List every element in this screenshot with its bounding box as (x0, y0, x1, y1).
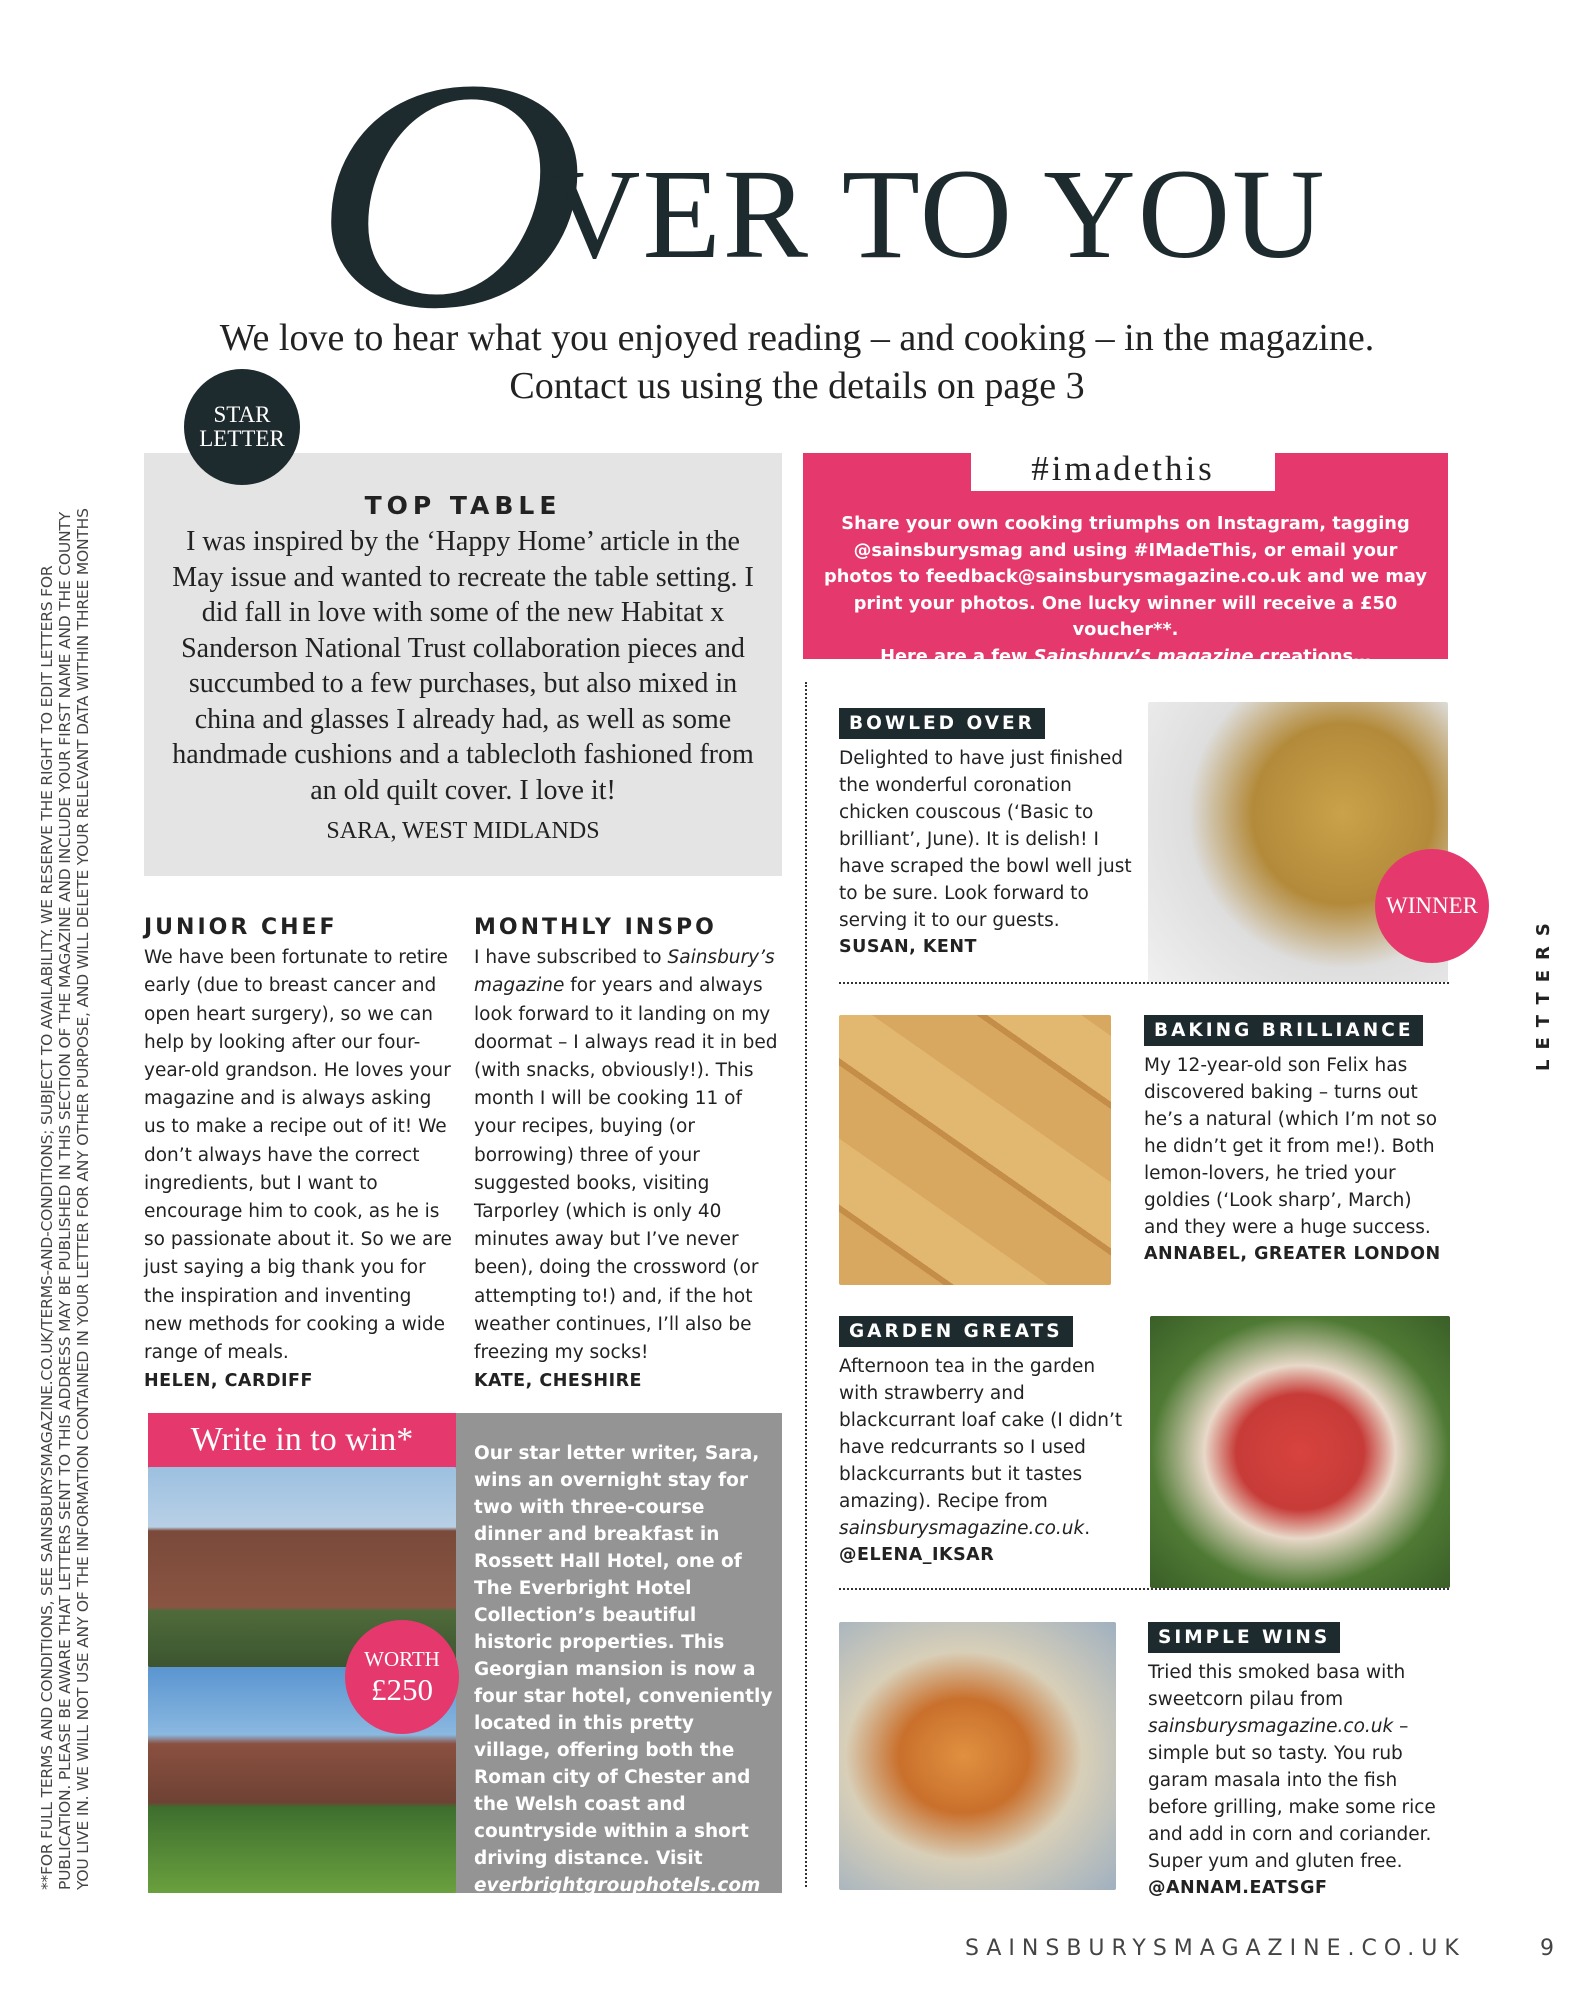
entry-body: Tried this smoked basa with sweetcorn pilau from sainsburysmagazine.co.uk – simple but so tasty. You rub garam masala into the fish before grilling, make some rice and add in corn and coriander. Super yum and gluten free. (1148, 1662, 1436, 1872)
badge-line: LETTER (199, 426, 285, 451)
entry-baking-brilliance (1144, 1015, 1449, 1268)
basa-fish-photo (839, 1622, 1116, 1890)
letter-heading: MONTHLY INSPO (474, 915, 717, 940)
terms-line: YOU LIVE IN. WE WILL NOT USE ANY OF THE INFORMATION CONTAINED IN YOUR LETTER FOR ANY OTHER PURPOSE, AND WILL DELETE YOUR RELEVANT DATA WITHIN THREE MONTHS (74, 508, 92, 1890)
letter-body: I have subscribed to Sainsbury’s magazine for years and always look forward to it landing on my doormat – I always read it in bed (with snacks, obviously!). This month I will be cooking 11 of your recipes, buying (or borrowing) three of your suggested books, visiting Tarporley (which is only 40 minutes away but I’ve never been), doing the crossword (or attempting to!) and, if the hot weather continues, I’ll also be freezing my socks! (474, 947, 778, 1364)
entry-body: Delighted to have just finished the wonderful coronation chicken couscous (‘Basic to brilliant’, June). It is delish! I have scraped the bowl well just to be sure. Look forward to serving it to our guests. (839, 748, 1132, 931)
entry-signature: SUSAN, KENT (839, 937, 977, 957)
star-letter-box (144, 453, 782, 876)
entry-signature: ANNABEL, GREATER LONDON (1144, 1244, 1441, 1264)
monthly-inspo-letter (474, 914, 784, 1395)
page-number: 9 (1540, 1936, 1554, 1961)
entry-signature: @ANNAM.EATSGF (1148, 1878, 1328, 1898)
subtitle-line-2: Contact us using the details on page 3 (509, 365, 1085, 407)
worth-value: £250 (371, 1671, 433, 1707)
entry-divider (839, 982, 1449, 984)
entry-label: BOWLED OVER (839, 708, 1045, 739)
worth-label: WORTH (364, 1646, 440, 1671)
terms-side-note (38, 410, 92, 1890)
worth-badge (345, 1620, 459, 1734)
blondies-photo (839, 1015, 1111, 1285)
badge-line: STAR (213, 402, 271, 427)
entry-label: GARDEN GREATS (839, 1316, 1073, 1347)
terms-line: PUBLICATION. PLEASE BE AWARE THAT LETTERS SENT TO THIS ADDRESS MAY BE PUBLISHED IN THIS SECTION OF THE MAGAZINE AND INCLUDE YOUR FIRST NAME AND THE COUNTY (56, 512, 74, 1890)
entry-bowled-over (839, 708, 1139, 961)
letter-signature: KATE, CHESHIRE (474, 1371, 643, 1392)
imadethis-body: Share your own cooking triumphs on Instagram, tagging @sainsburysmag and using #IMadeThis, or email your photos to feedback@sainsburysmagazine.co.uk and we may print your photos. One lucky winner will receive a £50 voucher**. (824, 513, 1427, 640)
subtitle-line-1: We love to hear what you enjoyed reading – and cooking – in the magazine. (219, 317, 1375, 359)
star-letter-badge (184, 369, 300, 485)
entry-body: Afternoon tea in the garden with strawberry and blackcurrant loaf cake (I didn’t have redcurrants so I used blackcurrants but it tastes amazing). Recipe from sainsburysmagazine.co.uk. (839, 1356, 1123, 1539)
page-title: VER TO YOU (548, 143, 1327, 285)
section-label: LETTERS (1533, 913, 1554, 1071)
entry-signature: @ELENA_IKSAR (839, 1545, 995, 1565)
letter-signature: HELEN, CARDIFF (144, 1371, 313, 1392)
entry-garden-greats (839, 1316, 1129, 1569)
star-letter-body: I was inspired by the ‘Happy Home’ article in the May issue and wanted to recreate the table setting. I did fall in love with some of the new Habitat x Sanderson National Trust collaboration pieces and succumbed to a few purchases, but also mixed in china and glasses I already had, as well as some handmade cushions and a tablecloth fashioned from an old quilt cover. I love it! (172, 526, 754, 806)
winner-badge: WINNER (1375, 849, 1489, 963)
letter-heading: JUNIOR CHEF (144, 915, 338, 940)
entry-body: My 12-year-old son Felix has discovered baking – turns out he’s a natural (which I’m not so he didn’t get it from me!). Both lemon-lovers, he tried your goldies (‘Look sharp’, March) and they were a huge success. (1144, 1055, 1438, 1238)
imadethis-tag: #imadethis (971, 449, 1275, 491)
star-letter-heading: TOP TABLE (364, 491, 562, 520)
terms-line: **FOR FULL TERMS AND CONDITIONS, SEE SAINSBURYSMAGAZINE.CO.UK/TERMS-AND-CONDITIONS; SUBJECT TO AVAILABILITY. WE RESERVE THE RIGHT TO EDIT LETTERS FOR (38, 565, 56, 1890)
star-letter-signature: SARA, WEST MIDLANDS (326, 818, 600, 844)
write-in-to-win-label: Write in to win* (148, 1413, 456, 1467)
loaf-cake-photo (1150, 1316, 1450, 1588)
title-script-initial: O (312, 12, 587, 377)
letter-body: We have been fortunate to retire early (due to breast cancer and open heart surgery), so we can help by looking after our four-year-old grandson. He loves your magazine and is always asking us to make a recipe out of it! We don’t always have the correct ingredients, but I want to encourage him to cook, as he is so passionate about it. So we are just saying a big thank you for the inspiration and inventing new methods for cooking a wide range of meals. (144, 947, 452, 1364)
entry-label: BAKING BRILLIANCE (1144, 1015, 1423, 1046)
imadethis-body-2: Here are a few Sainsbury’s magazine creations… (880, 645, 1371, 667)
prize-description: Our star letter writer, Sara, wins an overnight stay for two with three-course dinner and breakfast in Rossett Hall Hotel, one of The Everbright Hotel Collection’s beautiful historic properties. This Georgian mansion is now a four star hotel, conveniently located in this pretty village, offering both the Roman city of Chester and the Welsh coast and countryside within a short driving distance. Visit everbrightgrouphotels.com for more information. (474, 1443, 773, 1923)
footer-website: SAINSBURYSMAGAZINE.CO.UK (965, 1936, 1466, 1961)
entry-label: SIMPLE WINS (1148, 1622, 1340, 1653)
entry-divider (839, 1588, 1449, 1590)
entry-simple-wins (1148, 1622, 1448, 1902)
column-divider (805, 682, 807, 1887)
junior-chef-letter (144, 914, 454, 1395)
